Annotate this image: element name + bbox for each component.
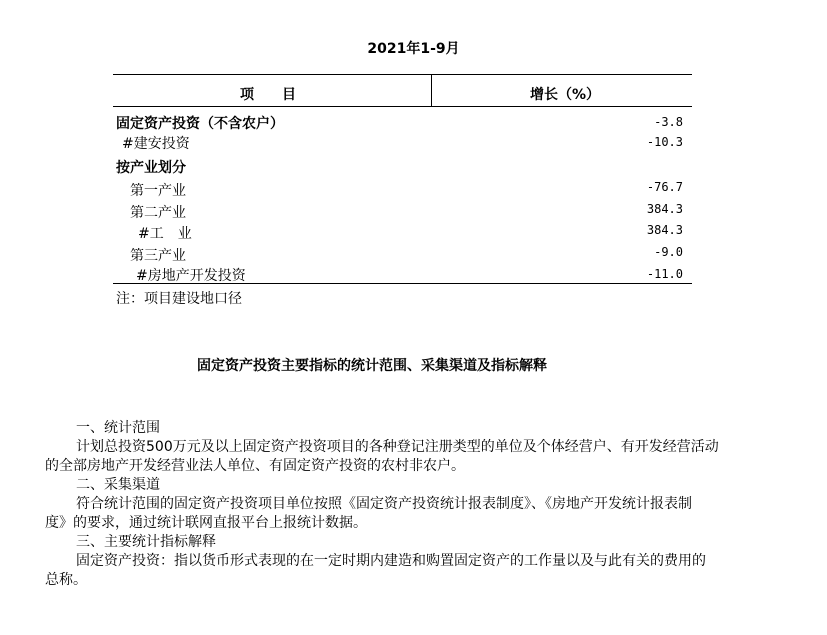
report-period-title: 2021年1-9月: [367, 41, 460, 57]
row-value-secondary: 384.3: [646, 202, 683, 216]
para-indicators-line1: 固定资产投资：指以货币形式表现的在一定时期内建造和购置固定资产的工作量以及与此有关的费用的: [76, 553, 706, 569]
heading-scope: 一、统计范围: [76, 420, 160, 436]
row-value-primary: -76.7: [646, 180, 683, 194]
row-label-secondary: 第二产业: [130, 205, 186, 221]
para-channel-line2: 度》的要求，通过统计联网直报平台上报统计数据。: [45, 515, 367, 531]
row-value-real-estate: -11.0: [646, 267, 683, 281]
row-label-tertiary: 第三产业: [130, 248, 186, 264]
table-note: 注：项目建设地口径: [116, 291, 242, 307]
row-label-industry: #工 业: [138, 226, 192, 242]
row-label-real-estate: #房地产开发投资: [136, 268, 246, 284]
heading-channel: 二、采集渠道: [76, 477, 160, 493]
header-item: 项 目: [240, 87, 296, 103]
table-header-bottom-border: [113, 106, 692, 107]
heading-indicators: 三、主要统计指标解释: [76, 534, 216, 550]
row-value-construction: -10.3: [646, 135, 683, 149]
row-label-total: 固定资产投资（不含农户）: [116, 116, 284, 132]
row-label-primary: 第一产业: [130, 183, 186, 199]
table-top-border: [113, 74, 692, 75]
header-growth: 增长（%）: [530, 87, 601, 103]
row-label-by-industry: 按产业划分: [116, 160, 186, 176]
row-value-total: -3.8: [654, 115, 683, 129]
section-title: 固定资产投资主要指标的统计范围、采集渠道及指标解释: [197, 358, 547, 374]
para-scope-line1: 计划总投资500万元及以上固定资产投资项目的各种登记注册类型的单位及个体经营户、有开发经营活动: [76, 439, 719, 455]
row-label-construction: #建安投资: [122, 136, 190, 152]
para-scope-line2: 的全部房地产开发经营业法人单位、有固定资产投资的农村非农户。: [45, 458, 465, 474]
table-header-divider: [431, 74, 432, 106]
para-channel-line1: 符合统计范围的固定资产投资项目单位按照《固定资产投资统计报表制度》、《房地产开发统计报表制: [76, 496, 692, 512]
row-value-industry: 384.3: [646, 223, 683, 237]
para-indicators-line2: 总称。: [45, 572, 87, 588]
row-value-tertiary: -9.0: [654, 245, 683, 259]
